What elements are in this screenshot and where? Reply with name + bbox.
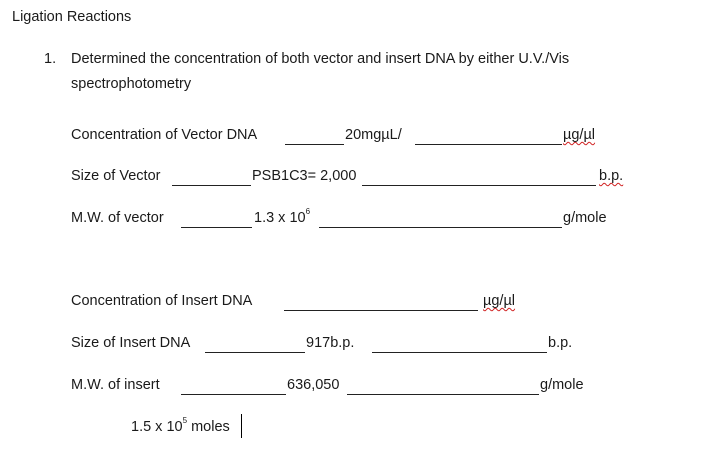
vector-mw-blank-2 bbox=[319, 227, 562, 228]
vector-concentration-label: Concentration of Vector DNA bbox=[71, 127, 258, 143]
vector-size-unit: b.p. bbox=[599, 168, 624, 184]
document-heading: Ligation Reactions bbox=[12, 9, 132, 25]
step-text-line-1: Determined the concentration of both vector and insert DNA by either U.V./Vis bbox=[71, 51, 570, 67]
vector-mw-value-exponent: 6 bbox=[305, 207, 311, 217]
vector-size-blank-1 bbox=[172, 185, 251, 186]
vector-mw-value-base: 1.3 x 10 bbox=[254, 210, 306, 226]
vector-concentration-unit: µg/µl bbox=[563, 127, 596, 143]
insert-mw-unit: g/mole bbox=[540, 377, 584, 393]
insert-mw-blank-1 bbox=[181, 394, 286, 395]
insert-concentration-unit: µg/µl bbox=[483, 293, 516, 309]
vector-size-label: Size of Vector bbox=[71, 168, 161, 184]
insert-size-unit: b.p. bbox=[548, 335, 573, 351]
vector-mw-unit: g/mole bbox=[563, 210, 607, 226]
vector-size-blank-2 bbox=[362, 185, 596, 186]
vector-concentration-blank-1 bbox=[285, 144, 344, 145]
insert-mw-label: M.W. of insert bbox=[71, 377, 160, 393]
insert-concentration-label: Concentration of Insert DNA bbox=[71, 293, 253, 309]
text-cursor bbox=[241, 414, 242, 438]
moles-exponent: 5 bbox=[182, 416, 188, 426]
vector-mw-value bbox=[254, 207, 311, 226]
moles-unit: moles bbox=[187, 419, 230, 435]
vector-size-value: PSB1C3= 2,000 bbox=[252, 168, 357, 184]
vector-mw-label: M.W. of vector bbox=[71, 210, 164, 226]
moles-base: 1.5 x 10 bbox=[131, 419, 183, 435]
insert-size-label: Size of Insert DNA bbox=[71, 335, 191, 351]
vector-mw-blank-1 bbox=[181, 227, 252, 228]
step-number: 1. bbox=[44, 51, 57, 67]
moles-result bbox=[131, 416, 230, 435]
step-text-line-2: spectrophotometry bbox=[71, 76, 192, 92]
insert-size-value: 917b.p. bbox=[306, 335, 355, 351]
insert-size-blank-2 bbox=[372, 352, 547, 353]
insert-size-blank-1 bbox=[205, 352, 305, 353]
vector-concentration-value: 20mgµL/ bbox=[345, 127, 402, 143]
insert-mw-blank-2 bbox=[347, 394, 539, 395]
vector-concentration-blank-2 bbox=[415, 144, 562, 145]
insert-mw-value: 636,050 bbox=[287, 377, 340, 393]
insert-concentration-blank bbox=[284, 310, 478, 311]
